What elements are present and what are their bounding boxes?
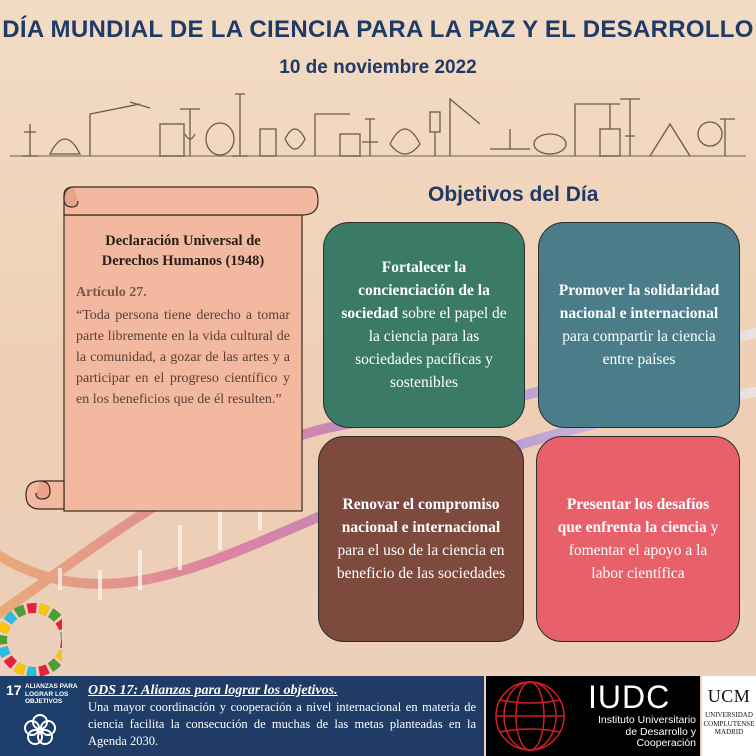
sdg17-number: 17: [6, 682, 22, 698]
ucm-subtitle: UNIVERSIDAD COMPLUTENSE MADRID: [703, 711, 755, 736]
article-text: “Toda persona tiene derecho a tomar parte libremente en la vida cultural de la comunidad, a gozar de las artes y a participar en el progreso científico y en los beneficios que de él resulten.”: [76, 308, 290, 407]
ods-text: Una mayor coordinación y cooperación a nivel internacional en materia de ciencia facilita la consecución de muchas de las metas planteadas en la Agenda 2030.: [88, 700, 476, 748]
iudc-logo: [486, 676, 700, 756]
objective-card-4: [536, 436, 740, 642]
article-title: Artículo 27.: [76, 285, 147, 300]
ods-title: ODS 17: Alianzas para lograr los objetivos.: [88, 683, 338, 698]
declaration-scroll: [20, 185, 320, 515]
objective-2-bold: Promover la solidaridad nacional e internacional: [558, 282, 720, 322]
ucm-logo: [702, 676, 756, 756]
objective-card-2: [538, 222, 740, 428]
objective-card-3: [318, 436, 524, 642]
sdg17-label: ALIANZAS PARA LOGRAR LOS OBJETIVOS: [25, 683, 78, 705]
objective-2-text: para compartir la ciencia entre países: [562, 328, 716, 368]
event-date: 10 de noviembre 2022: [279, 57, 477, 78]
ods-box: [80, 676, 484, 756]
objective-1-bold: Fortalecer la concienciación de la sociedad: [341, 259, 490, 322]
footer: [0, 676, 756, 756]
globe-icon: [486, 676, 582, 756]
flower-icon: [22, 712, 58, 748]
objective-3-text: para el uso de la ciencia en beneficio de las sociedades: [336, 542, 506, 582]
objective-4-text: y fomentar el apoyo a la labor científica: [568, 519, 719, 582]
iudc-subtitle: Instituto Universitario de Desarrollo y Cooperación: [597, 714, 696, 749]
objective-4-bold: Presentar los desafíos que enfrenta la ciencia: [557, 496, 710, 536]
ucm-name: UCM: [707, 686, 751, 706]
declaration-title: Declaración Universal de Derechos Humanos (1948): [101, 233, 265, 269]
objective-1-text: sobre el papel de la ciencia para las sociedades pacíficas y sostenibles: [355, 305, 507, 391]
objective-3-bold: Renovar el compromiso nacional e internacional: [341, 496, 501, 536]
sdg-wheel-logo: [0, 602, 62, 676]
page-title: DÍA MUNDIAL DE LA CIENCIA PARA LA PAZ Y EL DESARROLLO: [2, 16, 754, 43]
objectives-heading: Objetivos del Día: [428, 183, 599, 206]
objective-card-1: [323, 222, 525, 428]
lab-equipment-illustration: [10, 84, 746, 164]
iudc-name: IUDC: [588, 679, 671, 715]
sdg17-badge: [0, 676, 80, 756]
